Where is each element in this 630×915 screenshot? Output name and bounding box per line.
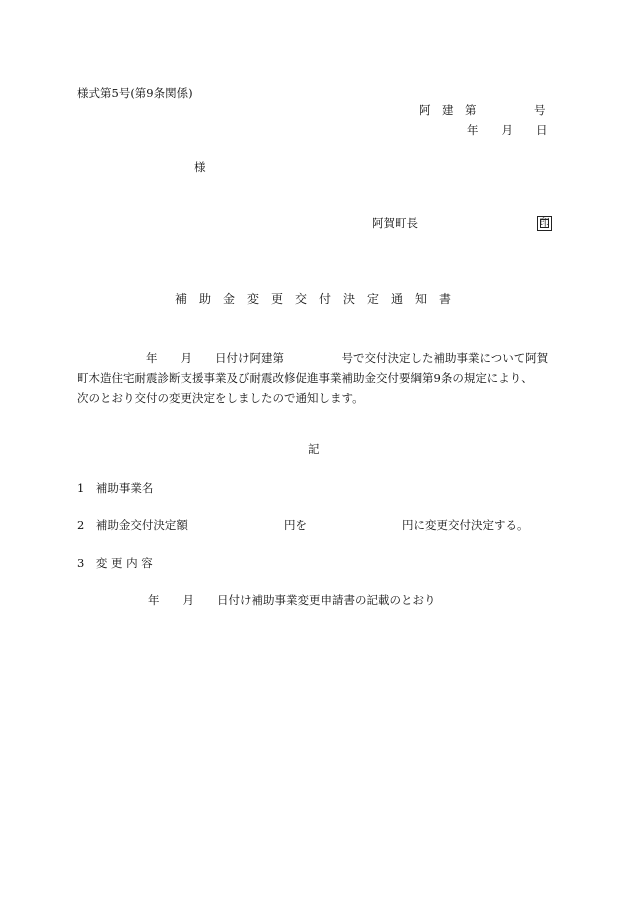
issuer-name: 阿賀町長 <box>372 216 418 230</box>
item-3: 3 変 更 内 容 <box>77 556 153 570</box>
body-line: 年 月 日付け阿建第 号で交付決定した補助事業について阿賀 <box>77 351 549 365</box>
document-number: 阿 建 第 号 <box>419 103 546 117</box>
body-line: 町木造住宅耐震診断支援事業及び耐震改修促進事業補助金交付要綱第9条の規定により、 <box>77 371 533 385</box>
form-label: 様式第5号(第9条関係) <box>77 86 193 100</box>
item-2-label: 2 補助金交付決定額 <box>77 518 188 532</box>
body-line: 次のとおり交付の変更決定をしましたので通知します。 <box>77 391 364 405</box>
item-3-detail: 年 月 日付け補助事業変更申請書の記載のとおり <box>148 593 436 607</box>
item-2-before: 円を <box>284 518 307 532</box>
date-line: 年 月 日 <box>467 123 548 137</box>
item-1: 1 補助事業名 <box>77 481 154 495</box>
item-2-after: 円に変更交付決定する。 <box>402 518 529 532</box>
addressee-suffix: 様 <box>194 160 206 174</box>
body-paragraph <box>77 348 557 408</box>
document-title: 補 助 金 変 更 交 付 決 定 通 知 書 <box>175 292 452 306</box>
seal-stamp: 印 <box>537 216 552 231</box>
ki-heading: 記 <box>308 442 320 456</box>
